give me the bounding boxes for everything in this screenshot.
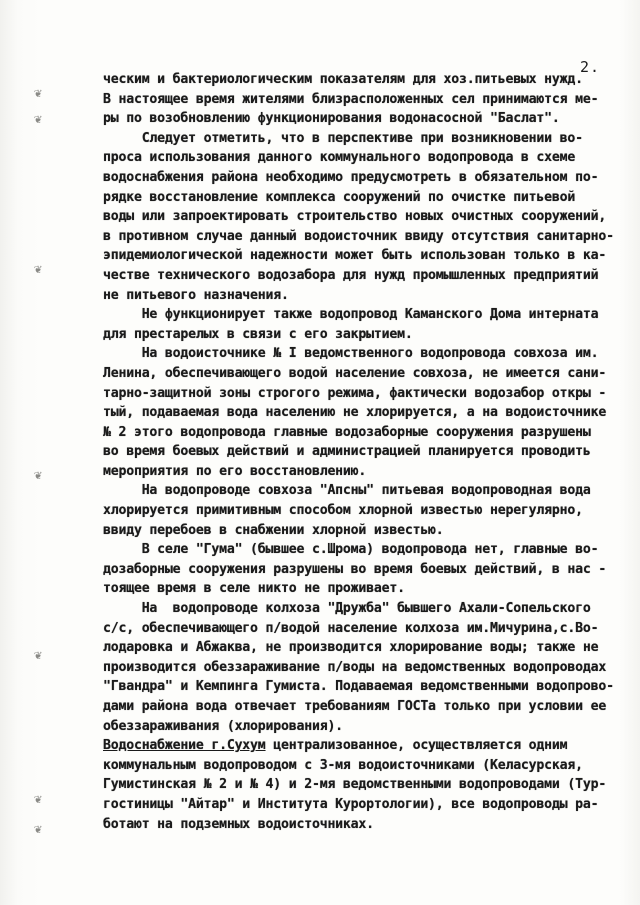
text-run: ческим и бактериологическим показателям для хоз.питьевых нужд.	[103, 72, 583, 87]
text-run: не питьевого назначения.	[103, 287, 289, 303]
margin-mark: ❦	[34, 792, 42, 807]
text-line	[103, 638, 623, 658]
text-line	[103, 501, 623, 521]
text-line	[103, 599, 623, 619]
text-line	[103, 462, 623, 482]
text-line	[103, 815, 623, 835]
document-body	[103, 70, 623, 834]
page-number: 2.	[579, 58, 600, 76]
text-line	[103, 403, 623, 423]
text-run: ботают на подземных водоисточниках.	[103, 816, 374, 832]
text-run: тоящее время в селе никто не проживает.	[103, 581, 405, 597]
margin-mark: ❦	[34, 648, 42, 663]
text-line	[103, 148, 623, 168]
margin-mark: ❦	[34, 262, 42, 277]
text-run: Гумистинская № 2 и № 4) и 2-мя ведомственными водопроводами (Тур-	[103, 777, 607, 793]
text-line	[103, 90, 623, 110]
paragraph	[103, 129, 623, 305]
text-run: водоснабжения района необходимо предусмотреть в обязательном по-	[103, 169, 599, 185]
text-line	[103, 364, 623, 384]
margin-mark: ❦	[34, 112, 42, 127]
text-run: централизованное, осуществляется одним	[265, 738, 568, 754]
text-line	[103, 579, 623, 599]
paragraph	[103, 736, 623, 834]
text-line	[103, 325, 623, 345]
text-run: № 2 этого водопровода главные водозаборные сооружения разрушены	[103, 424, 591, 440]
text-line	[103, 384, 623, 404]
text-run: воды или запроектировать строительство новых очистных сооружений,	[103, 209, 607, 225]
text-run: В настоящее время жителями близрасположенных сел принимаются ме-	[103, 91, 599, 107]
text-line	[103, 344, 623, 364]
text-run: честве технического водозабора для нужд промышленных предприятий	[103, 267, 599, 283]
text-line	[103, 109, 623, 129]
text-run: рядке восстановление комплекса сооружений по очистке питьевой	[103, 189, 576, 205]
margin-mark: ❦	[34, 468, 42, 483]
paragraph	[103, 540, 623, 599]
text-run: мероприятия по его восстановлению.	[103, 463, 367, 479]
paragraph	[103, 599, 623, 736]
text-run: Ленина, обеспечивающего водой население совхоза, не имеется сани-	[103, 365, 607, 381]
text-line	[103, 717, 623, 737]
text-line	[103, 619, 623, 639]
text-line	[103, 188, 623, 208]
text-run: лодаровка и Абжаква, не производится хлорирование воды; также не	[103, 640, 599, 656]
text-run: с/с, обеспечивающего п/водой население колхоза им.Мичурина,с.Во-	[103, 620, 599, 636]
paragraph	[103, 305, 623, 344]
text-run: для престарелых в связи с его закрытием.	[103, 326, 413, 342]
text-run: тарно-защитной зоны строгого режима, фактически водозабор откры -	[103, 385, 607, 401]
paragraph	[103, 344, 623, 481]
text-line	[103, 560, 623, 580]
margin-mark: ❦	[34, 822, 42, 837]
text-line	[103, 481, 623, 501]
text-line	[103, 521, 623, 541]
text-line	[103, 70, 623, 90]
text-run: тый, подаваемая вода населению не хлорируется, а на водоисточнике	[103, 405, 607, 421]
text-run: Не функционирует также водопровод Каманского Дома интерната	[103, 307, 599, 323]
text-line	[103, 677, 623, 697]
text-run: дозаборные сооружения разрушены во время боевых действий, в нас -	[103, 561, 607, 577]
text-line	[103, 168, 623, 188]
text-line	[103, 227, 623, 247]
text-run: обеззараживания (хлорирования).	[103, 718, 343, 734]
text-run: На водопроводе колхоза "Дружба" бывшего Ахали-Сопельского	[103, 601, 591, 617]
text-run: Следует отметить, что в перспективе при возникновении во-	[103, 130, 583, 146]
text-run: "Гвандра" и Кемпинга Гумиста. Подаваемая ведомственными водопрово-	[103, 679, 614, 695]
text-run: дами района вода отвечает требованиям ГОСТа только при условии ее	[103, 699, 607, 714]
text-run: коммунальным водопроводом с 3-мя водоисточниками (Келасурская,	[103, 757, 583, 773]
text-run: На водопроводе совхоза "Апсны" питьевая водопроводная вода	[103, 483, 591, 499]
text-line	[103, 286, 623, 306]
text-line	[103, 305, 623, 325]
text-run: производится обеззараживание п/воды на ведомственных водопроводах	[103, 659, 607, 675]
text-run: проса использования данного коммунального водопровода в схеме	[103, 150, 576, 166]
text-run: ры по возобновлению функционирования водонасосной "Баслат".	[103, 111, 560, 127]
paragraph	[103, 481, 623, 540]
text-run: эпидемиологической надежности может быть использован только в ка-	[103, 248, 607, 264]
text-line	[103, 540, 623, 560]
text-run: На водоисточнике № I ведомственного водопровода совхоза им.	[103, 346, 599, 362]
text-run: ввиду перебоев в снабжении хлорной известью.	[103, 522, 444, 538]
text-line	[103, 266, 623, 286]
text-line	[103, 442, 623, 462]
text-run: гостиницы "Айтар" и Института Курортологии), все водопроводы ра-	[103, 796, 599, 812]
text-run: хлорируется примитивным способом хлорной известью нерегулярно,	[103, 503, 583, 519]
text-line	[103, 697, 623, 717]
text-line	[103, 775, 623, 795]
text-line	[103, 207, 623, 227]
paragraph	[103, 70, 623, 129]
text-run: во время боевых действий и администрацией планируется проводить	[103, 444, 591, 460]
text-run: в противном случае данный водоисточник ввиду отсутствия санитарно-	[103, 228, 614, 244]
text-line	[103, 423, 623, 443]
text-line	[103, 658, 623, 678]
text-line	[103, 795, 623, 815]
text-line	[103, 736, 623, 756]
text-line	[103, 129, 623, 149]
margin-mark: ❦	[34, 86, 42, 101]
text-run: В селе "Гума" (бывшее с.Шрома) водопровода нет, главные во-	[103, 542, 599, 558]
text-line	[103, 246, 623, 266]
underlined-heading: Водоснабжение г.Сухум	[103, 738, 266, 754]
text-line	[103, 756, 623, 776]
